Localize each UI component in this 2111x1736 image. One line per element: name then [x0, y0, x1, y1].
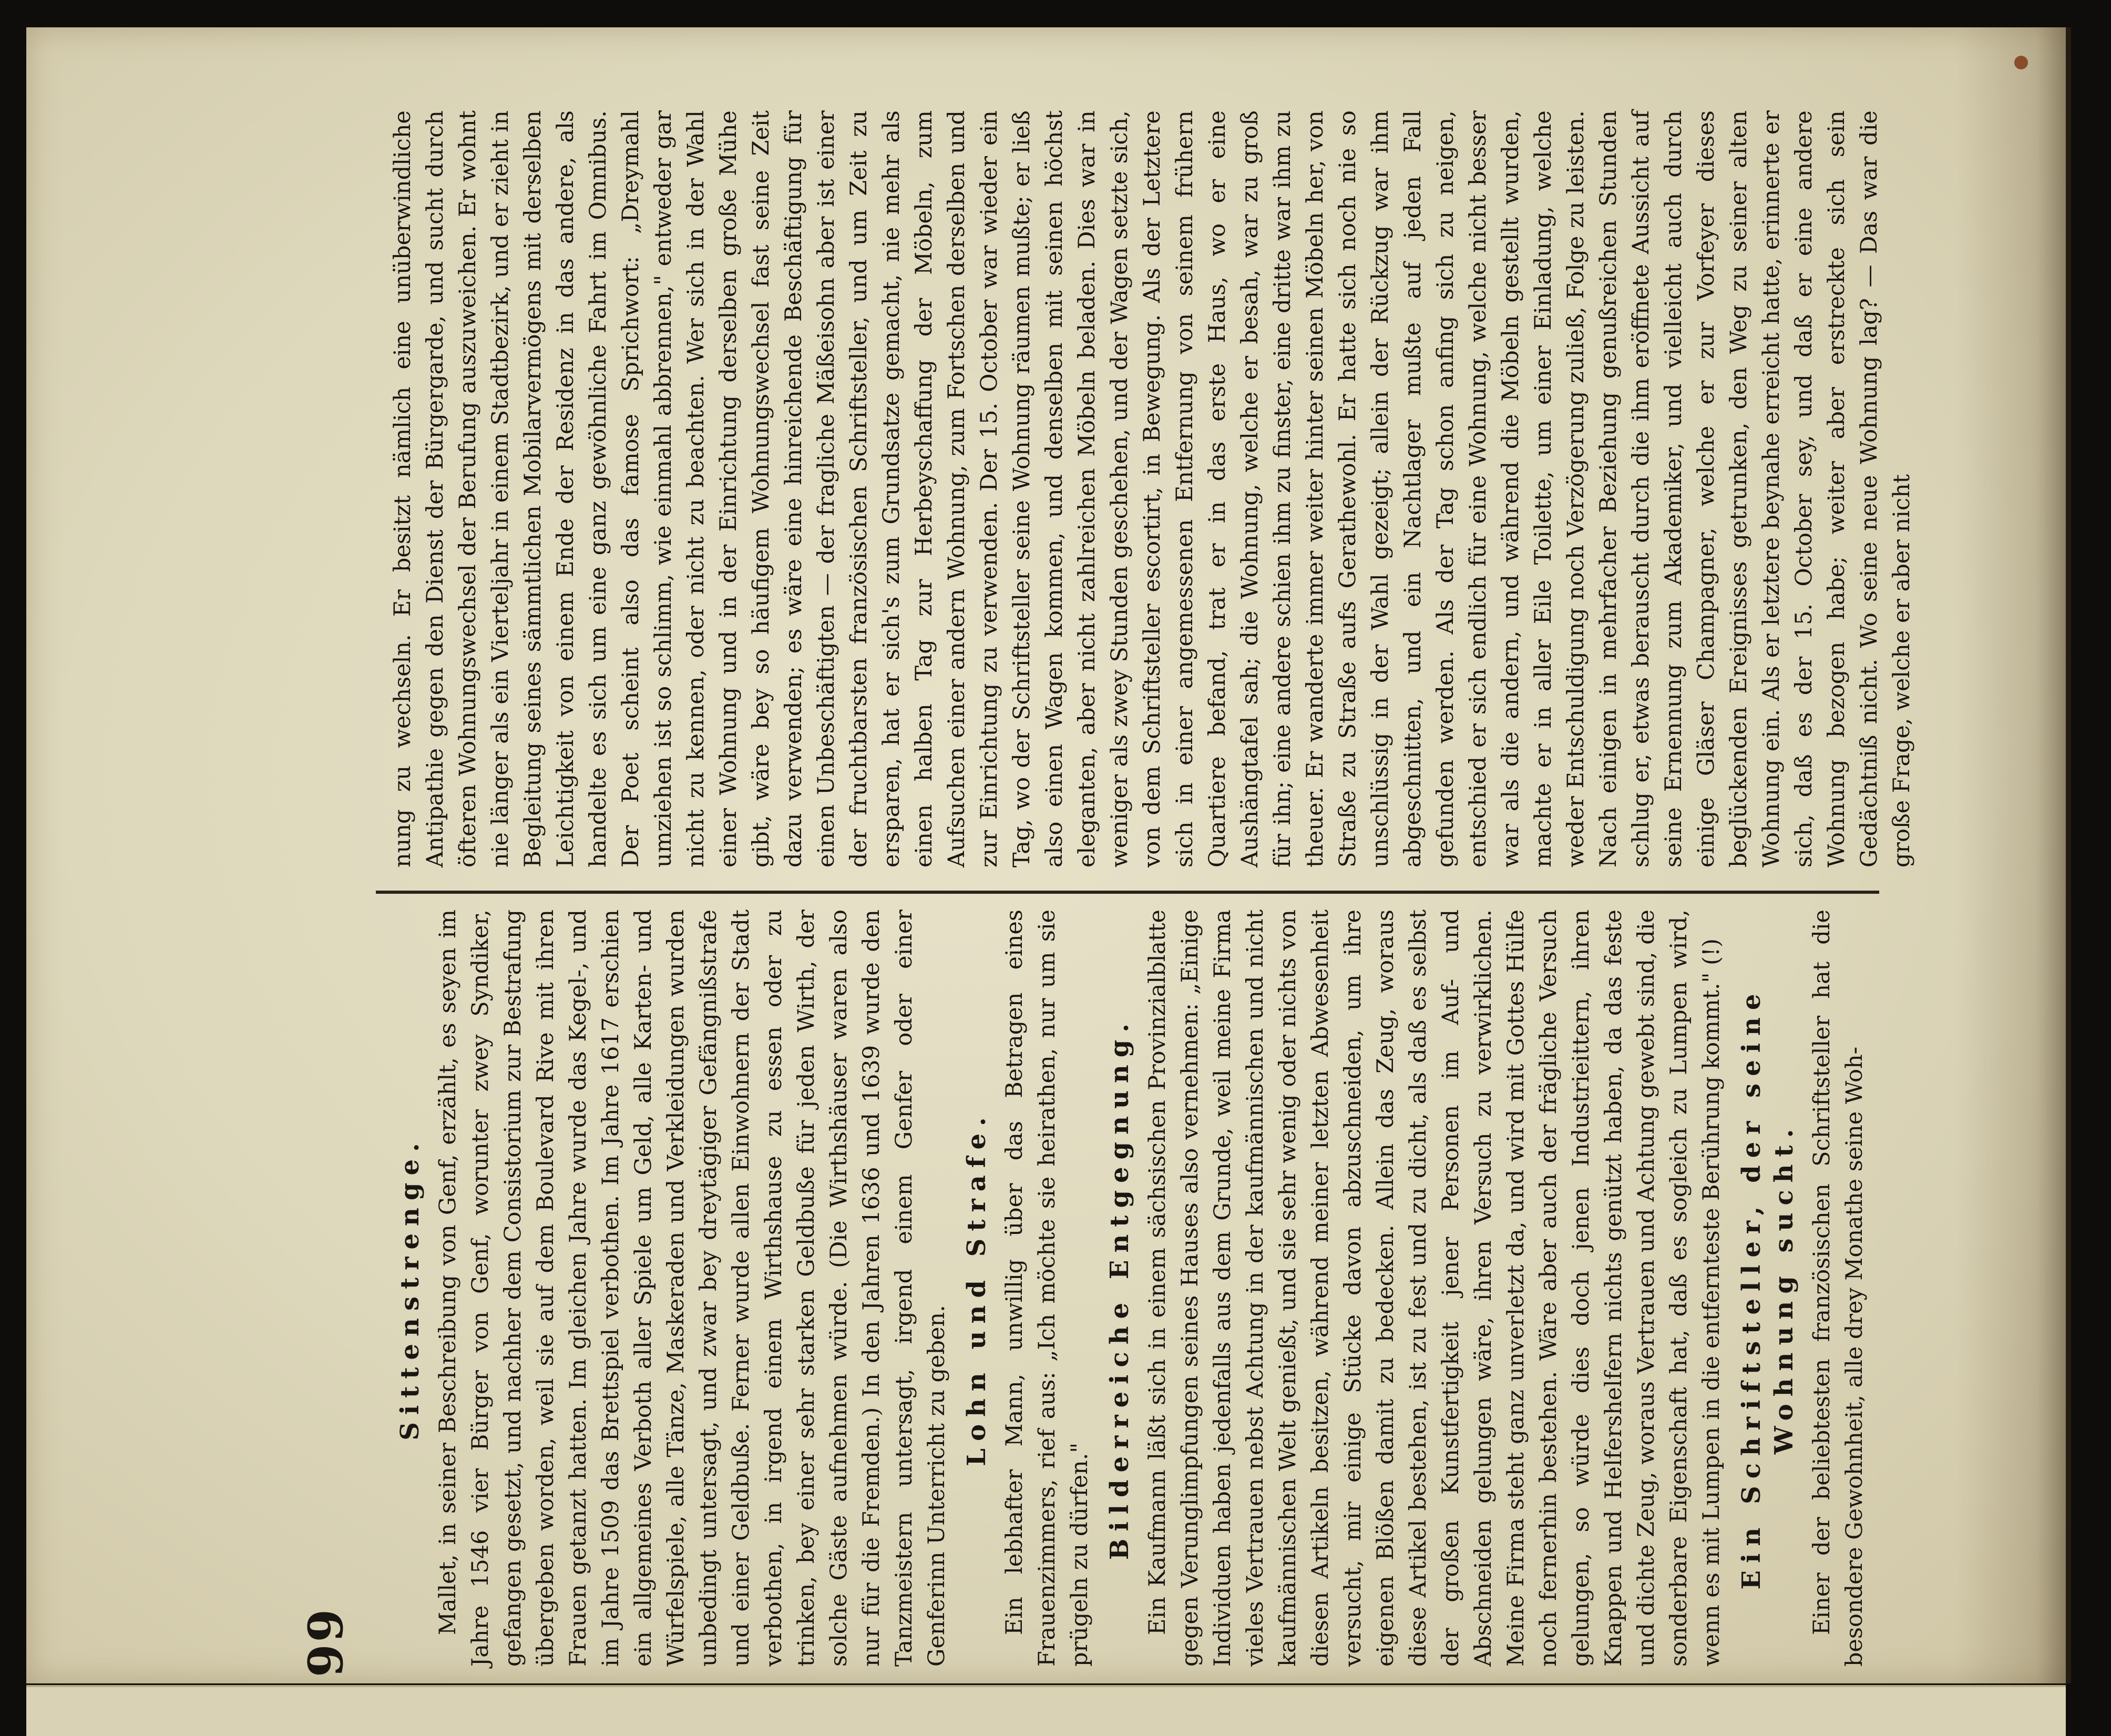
- gutter-shadow: [1955, 27, 2071, 1683]
- section-heading-bilderreiche-entgegnung: Bilderreiche Entgegnung.: [1105, 1016, 1134, 1560]
- left-column: [386, 910, 1868, 1667]
- paragraph-bilderreiche-entgegnung: Ein Kaufmann läßt sich in einem sächsischen Provinzialblatte gegen Verunglimpfungen seines Hauses also vernehmen: „Einige Individuen haben jedenfalls aus dem Grunde, weil meine Firma vieles Vertrauen nebst Achtung in der kaufmännischen und nicht kaufmännischen Welt genießt, und sie sehr wenig oder nichts von diesen Artikeln besitzen, während meiner letzten Abwesenheit versucht, mir einige Stücke davon abzuschneiden, um ihre eigenen Blößen damit zu bedecken. Allein das Zeug, woraus diese Artikel bestehen, ist zu fest und zu dicht, als daß es selbst der großen Kunstfertigkeit jener Personen im Auf- und Abschneiden gelungen wäre, ihren Versuch zu verwirklichen. Meine Firma steht ganz unverletzt da, und wird mit Gottes Hülfe noch fernerhin bestehen. Wäre aber auch der frägliche Versuch gelungen, so würde dies doch jenen Industrieittern, ihren Knappen und Helfershelfern nichts genützt haben, da das feste und dichte Zeug, woraus Vertrauen und Achtung gewebt sind, die sonderbare Eigenschaft hat, daß es sogleich zu Lumpen wird, wenn es mit Lumpen in die entfernteste Berührung kommt." (!): [1144, 910, 1725, 1667]
- section-heading-sittenstrenge: Sittenstrenge.: [395, 1136, 425, 1441]
- rotated-page-content: [292, 89, 1915, 1698]
- paragraph-schriftsteller-continued: nung zu wechseln. Er besitzt nämlich eine unüberwindliche Antipathie gegen den Dienst der Bürgergarde, und sucht durch öfteren Wohnungswechsel der Berufung auszuweichen. Er wohnt nie länger als ein Vierteljahr in einem Stadtbezirk, und er zieht in Begleitung seines sämmtlichen Mobilarvermögens mit derselben Leichtigkeit von einem Ende der Residenz in das andere, als handelte es sich um eine ganz gewöhnliche Fahrt im Omnibus. Der Poet scheint also das famose Sprichwort: „Dreymahl umziehen ist so schlimm, wie einmahl abbrennen," entweder gar nicht zu kennen, oder nicht zu beachten. Wer sich in der Wahl einer Wohnung und in der Einrichtung derselben große Mühe gibt, wäre bey so häufigem Wohnungswechsel fast seine Zeit dazu verwenden; es wäre eine hinreichende Beschäftigung für einen Unbeschäftigten — der fragliche Mäßeisohn aber ist einer der fruchtbarsten französischen Schriftsteller, und um Zeit zu ersparen, hat er sich's zum Grundsatze gemacht, nie mehr als einen halben Tag zur Herbeyschaffung der Möbeln, zum Aufsuchen einer andern Wohnung, zum Fortschen derselben und zur Einrichtung zu verwenden. Der 15. October war wieder ein Tag, wo der Schriftsteller seine Wohnung räumen mußte; er ließ also einen Wagen kommen, und denselben mit seinen höchst eleganten, aber nicht zahlreichen Möbeln beladen. Dies war in weniger als zwey Stunden geschehen, und der Wagen setzte sich, von dem Schriftsteller escortirt, in Bewegung. Als der Letztere sich in einer angemessenen Entfernung von seinem frühern Quartiere befand, trat er in das erste Haus, wo er eine Aushängtafel sah; die Wohnung, welche er besah, war zu groß für ihn; eine andere schien ihm zu finster, eine dritte war ihm zu theuer. Er wanderte immer weiter hinter seinen Möbeln her, von Straße zu Straße aufs Gerathewohl. Er hatte sich noch nie so unschlüssig in der Wahl gezeigt; allein der Rückzug war ihm abgeschnitten, und ein Nachtlager mußte auf jeden Fall gefunden werden. Als der Tag schon anfing sich zu neigen, entschied er sich endlich für eine Wohnung, welche nicht besser war als die andern, und während die Möbeln gestellt wurden, machte er in aller Eile Toilette, um einer Einladung, welche weder Entschuldigung noch Verzögerung zuließ, Folge zu leisten. Nach einigen in mehrfacher Beziehung genußreichen Stunden schlug er, etwas berauscht durch die ihm eröffnete Aussicht auf seine Ernennung zum Akademiker, und vielleicht auch durch einige Gläser Champagner, welche er zur Vorfeyer dieses beglückenden Ereignisses getrunken, den Weg zu seiner alten Wohnung ein. Als er letztere beynahe erreicht hatte, erinnerte er sich, daß es der 15. October sey, und daß er eine andere Wohnung bezogen habe; weiter aber erstreckte sich sein Gedächtniß nicht. Wo seine neue Wohnung lag? — Das war die große Frage, welche er aber nicht: [390, 110, 1915, 867]
- paragraph-schriftsteller-start: Einer der beliebtesten französischen Schriftsteller hat die besondere Gewohnheit, alle drey Monathe seine Woh-: [1809, 910, 1868, 1667]
- column-rule: [376, 891, 1879, 894]
- stain-dot: [2014, 56, 2028, 69]
- section-heading-schriftsteller: Ein Schriftsteller, der seine Wohnung sucht.: [1737, 986, 1799, 1590]
- right-column: [386, 110, 1915, 867]
- page-number: 99: [298, 1607, 354, 1677]
- paragraph-sittenstrenge: Mallet, in seiner Beschreibung von Genf, erzählt, es seyen im Jahre 1546 vier Bürger von Genf, worunter zwey Syndiker, gefangen gesetzt, und nachher dem Consistorium zur Bestrafung übergeben worden, weil sie auf dem Boulevard Rive mit ihren Frauen getanzt hatten. Im gleichen Jahre wurde das Kegel-, und im Jahre 1509 das Brettspiel verbothen. Im Jahre 1617 erschien ein allgemeines Verboth aller Spiele um Geld, alle Karten- und Würfelspiele, alle Tänze, Maskeraden und Verkleidungen wurden unbedingt untersagt, und zwar bey dreytägiger Gefängnißstrafe und einer Geldbuße. Ferner wurde allen Einwohnern der Stadt verbothen, in irgend einem Wirthshause zu essen oder zu trinken, bey einer sehr starken Geldbuße für jeden Wirth, der solche Gäste aufnehmen würde. (Die Wirthshäuser waren also nur für die Fremden.) In den Jahren 1636 und 1639 wurde den Tanzmeistern untersagt, irgend einem Genfer oder einer Genferinn Unterricht zu geben.: [435, 910, 950, 1667]
- paragraph-lohn-und-strafe: Ein lebhafter Mann, unwillig über das Betragen eines Frauenzimmers, rief aus: „Ich möchte sie heirathen, nur um sie prügeln zu dürfen.": [1001, 910, 1093, 1667]
- section-heading-lohn-und-strafe: Lohn und Strafe.: [962, 1110, 991, 1466]
